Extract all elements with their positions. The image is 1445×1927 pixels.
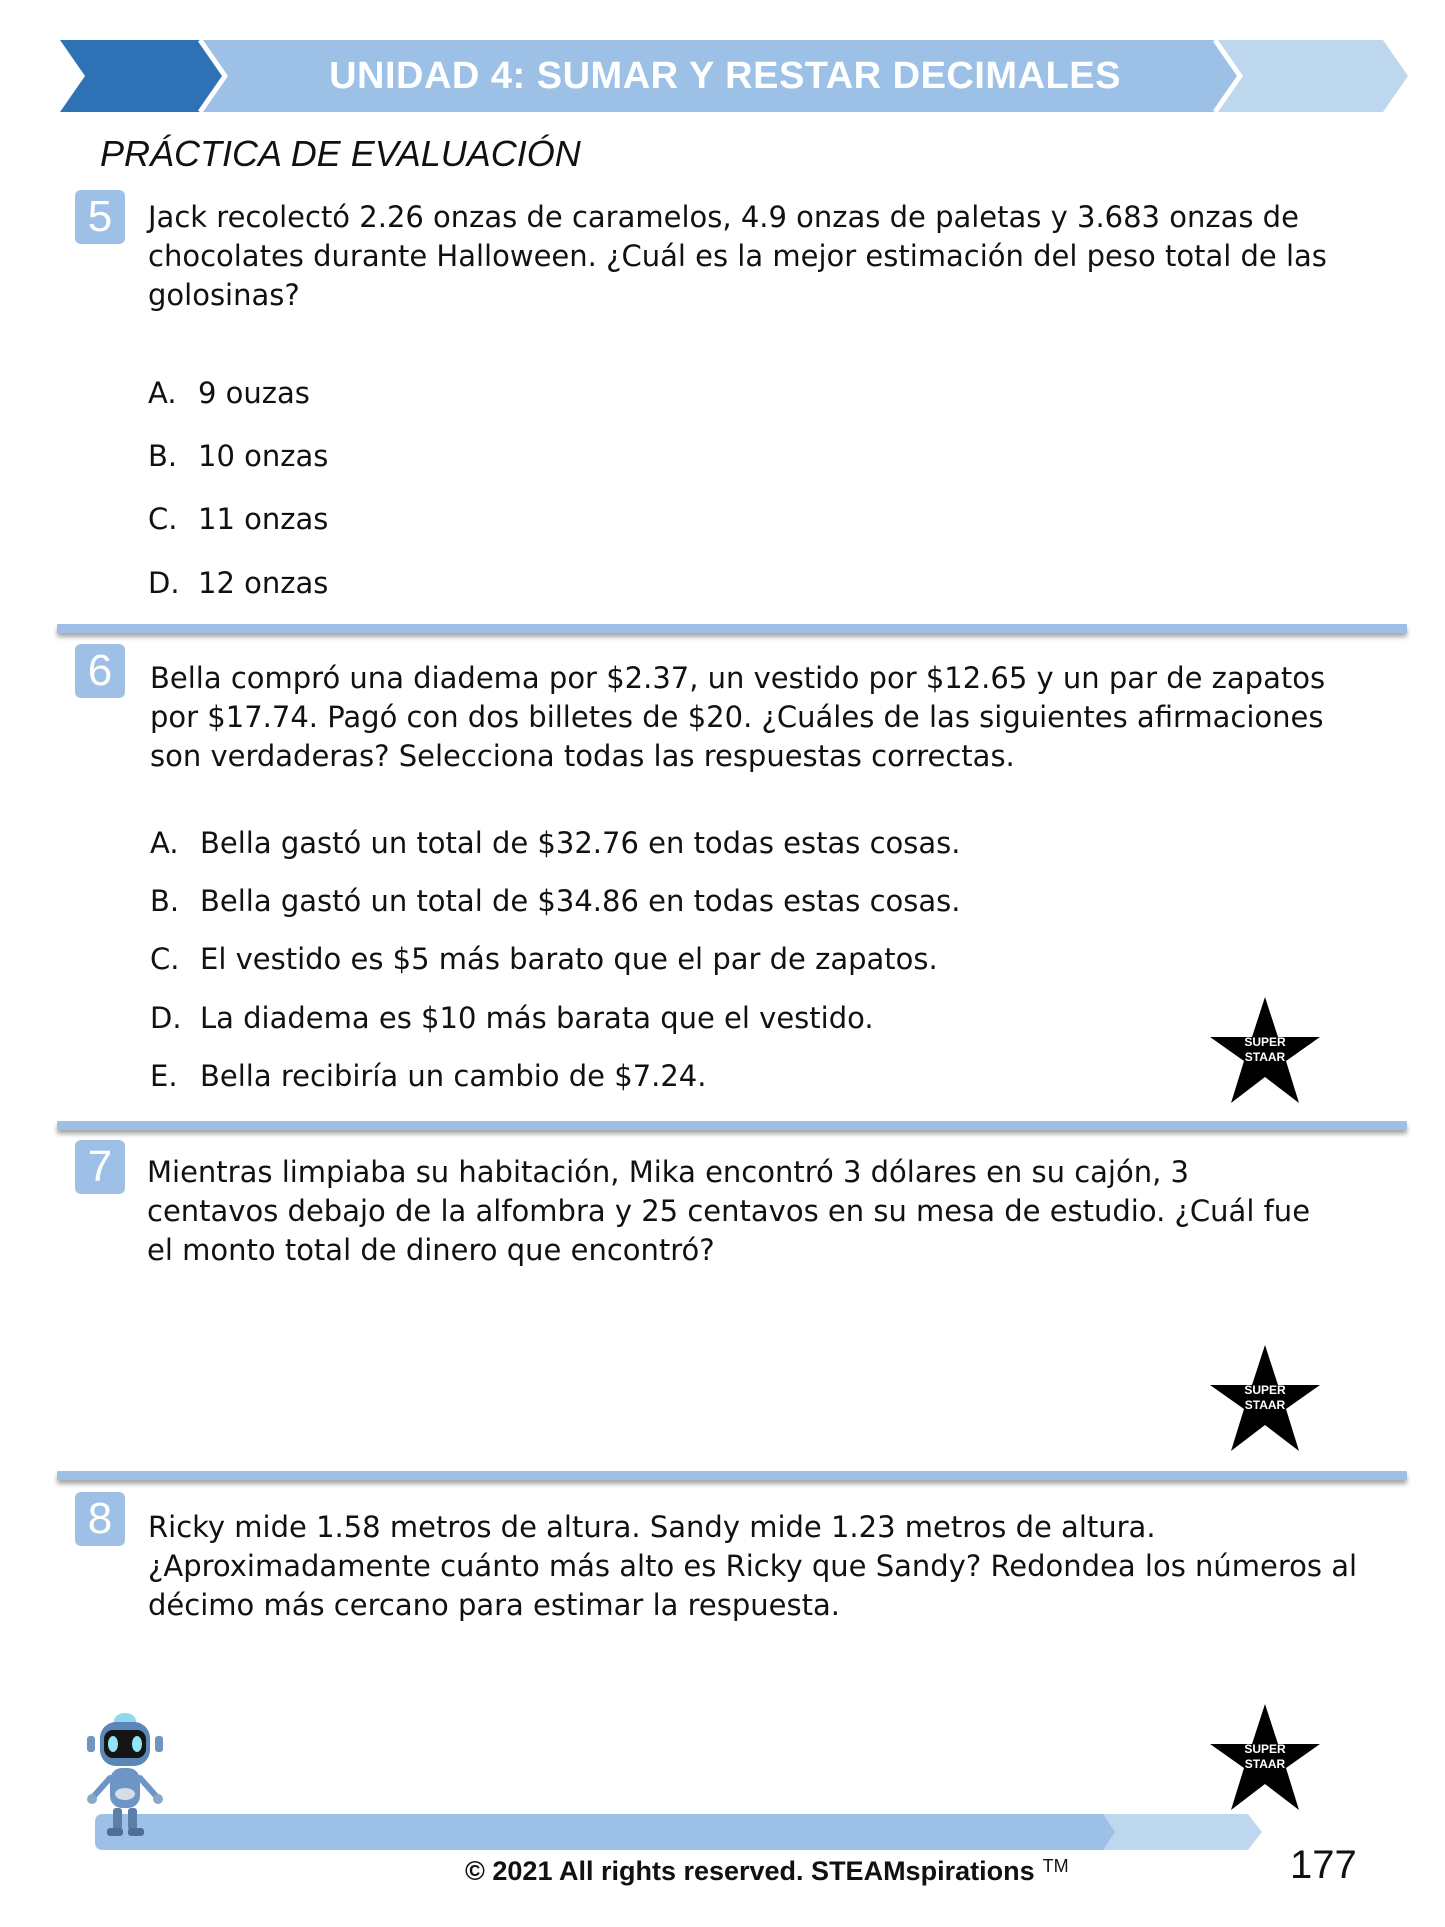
trademark-symbol: TM: [1042, 1856, 1069, 1876]
section-divider: [57, 1121, 1407, 1130]
answer-option[interactable]: [148, 500, 328, 539]
option-letter: A.: [148, 376, 177, 410]
star-label-line2: STAAR: [1244, 1398, 1286, 1412]
option-text: Bella gastó un total de $32.76 en todas estas cosas.: [200, 826, 961, 860]
super-staar-star-icon: [1210, 997, 1320, 1103]
header-chevron-dark: [60, 40, 225, 112]
star-label-line1: SUPER: [1244, 1742, 1286, 1756]
answer-option[interactable]: [150, 999, 874, 1038]
question-number-badge: 5: [75, 190, 125, 244]
section-divider: [57, 624, 1407, 633]
question-text: Bella compró una diadema por $2.37, un vestido por $12.65 y un par de zapatos por $17.74. Pagó con dos billetes de $20. ¿Cuáles de las siguientes afirmaciones son verdaderas? Selecciona todas las respuestas correctas.: [150, 661, 1326, 773]
star-label-line1: SUPER: [1244, 1383, 1286, 1397]
page-number: 177: [1290, 1843, 1357, 1887]
answer-option[interactable]: [148, 374, 310, 413]
footer-bar-mid: [95, 1814, 1115, 1850]
option-letter: B.: [150, 884, 180, 918]
option-text: Bella gastó un total de $34.86 en todas estas cosas.: [200, 884, 961, 918]
star-label-line2: STAAR: [1244, 1050, 1286, 1064]
option-letter: B.: [148, 439, 178, 473]
question-number-badge: 6: [75, 644, 125, 698]
option-text: El vestido es $5 más barato que el par de zapatos.: [200, 942, 938, 976]
copyright-notice: [465, 1856, 1069, 1887]
answer-option[interactable]: [148, 437, 328, 476]
option-text: 9 ouzas: [198, 376, 310, 410]
question-text: Jack recolectó 2.26 onzas de caramelos, 4.9 onzas de paletas y 3.683 onzas de chocolates durante Halloween. ¿Cuál es la mejor estimación del peso total de las golosinas?: [148, 200, 1327, 312]
super-staar-star-icon: [1210, 1345, 1320, 1451]
answer-option[interactable]: [150, 882, 961, 921]
option-text: Bella recibiría un cambio de $7.24.: [200, 1059, 707, 1093]
footer-banner: [0, 1800, 1445, 1860]
option-text: 10 onzas: [198, 439, 329, 473]
option-text: 12 onzas: [198, 566, 329, 600]
super-staar-star-icon: [1210, 1704, 1320, 1810]
answer-option[interactable]: [150, 940, 938, 979]
section-title: PRÁCTICA DE EVALUACIÓN: [100, 133, 581, 174]
question-number-badge: 7: [75, 1140, 125, 1194]
answer-option[interactable]: [148, 564, 328, 603]
footer-arrow-light: [1100, 1814, 1262, 1850]
option-letter: A.: [150, 826, 179, 860]
option-text: 11 onzas: [198, 502, 329, 536]
copyright-text: © 2021 All rights reserved. STEAMspirations: [465, 1856, 1035, 1886]
question-text: Mientras limpiaba su habitación, Mika encontró 3 dólares en su cajón, 3 centavos debajo de la alfombra y 25 centavos en su mesa de estudio. ¿Cuál fue el monto total de dinero que encontró?: [147, 1155, 1311, 1267]
option-letter: E.: [150, 1059, 178, 1093]
option-text: La diadema es $10 más barata que el vestido.: [200, 1001, 874, 1035]
option-letter: C.: [150, 942, 180, 976]
star-label-line1: SUPER: [1244, 1035, 1286, 1049]
answer-option[interactable]: [150, 1057, 706, 1096]
question-number-badge: 8: [75, 1492, 125, 1546]
section-divider: [57, 1471, 1407, 1480]
answer-option[interactable]: [150, 824, 961, 863]
robot-mascot-icon: [80, 1712, 170, 1844]
option-letter: C.: [148, 502, 178, 536]
star-label-line2: STAAR: [1244, 1757, 1286, 1771]
option-letter: D.: [148, 566, 180, 600]
question-text: Ricky mide 1.58 metros de altura. Sandy mide 1.23 metros de altura. ¿Aproximadamente cuánto más alto es Ricky que Sandy? Redondea los números al décimo más cercano para estimar la respuesta.: [148, 1510, 1358, 1622]
unit-title: UNIDAD 4: SUMAR Y RESTAR DECIMALES: [329, 55, 1121, 97]
option-letter: D.: [150, 1001, 182, 1035]
